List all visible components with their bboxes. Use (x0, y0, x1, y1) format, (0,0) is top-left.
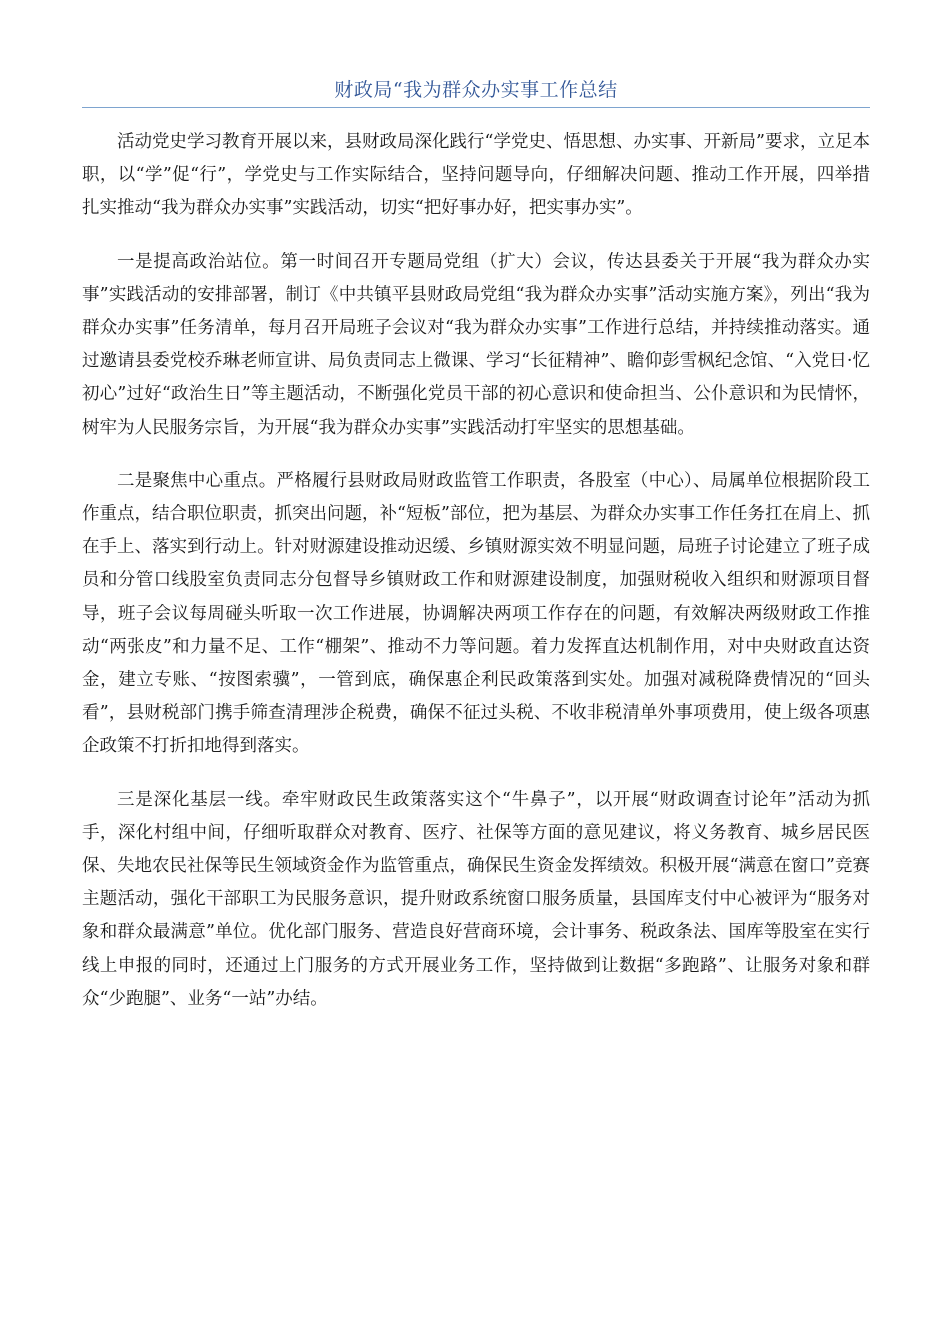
document-page (82, 76, 870, 1036)
page-title: 财政局“我为群众办实事工作总结 (334, 79, 618, 101)
paragraph-political-stance: 一是提高政治站位。第一时间召开专题局党组（扩大）会议，传达县委关于开展“我为群众办实事”实践活动的安排部署，制订《中共镇平县财政局党组“我为群众办实事”活动实施方案》，列出“我为群众办实事”任务清单，每月召开局班子会议对“我为群众办实事”工作进行总结，并持续推动落实。通过邀请县委党校乔琳老师宣讲、局负责同志上微课、学习“长征精神”、瞻仰彭雪枫纪念馆、“入党日·忆初心”过好“政治生日”等主题活动，不断强化党员干部的初心意识和使命担当、公仆意识和为民情怀，树牢为人民服务宗旨，为开展“我为群众办实事”实践活动打牢坚实的思想基础。 (82, 251, 870, 438)
paragraph-intro: 活动党史学习教育开展以来，县财政局深化践行“学党史、悟思想、办实事、开新局”要求，立足本职，以“学”促“行”，学党史与工作实际结合，坚持问题导向，仔细解决问题、推动工作开展，四举措扎实推动“我为群众办实事”实践活动，切实“把好事办好，把实事办实”。 (82, 132, 870, 219)
paragraph-central-focus: 二是聚焦中心重点。严格履行县财政局财政监管工作职责，各股室（中心）、局属单位根据阶段工作重点，结合职位职责，抓突出问题，补“短板”部位，把为基层、为群众办实事工作任务扛在肩上、抓在手上、落实到行动上。针对财源建设推动迟缓、乡镇财源实效不明显问题，局班子讨论建立了班子成员和分管口线股室负责同志分包督导乡镇财政工作和财源建设制度，加强财税收入组织和财源项目督导，班子会议每周碰头听取一次工作进展，协调解决两项工作存在的问题，有效解决两级财政工作推动“两张皮”和力量不足、工作“棚架”、推动不力等问题。着力发挥直达机制作用，对中央财政直达资金，建立专账、“按图索骥”，一管到底，确保惠企利民政策落到实处。加强对减税降费情况的“回头看”，县财税部门携手筛查清理涉企税费，确保不征过头税、不收非税清单外事项费用，使上级各项惠企政策不打折扣地得到落实。 (82, 470, 870, 757)
title-header (82, 76, 870, 108)
paragraph-grassroots: 三是深化基层一线。牵牢财政民生政策落实这个“牛鼻子”，以开展“财政调查讨论年”活动为抓手，深化村组中间，仔细听取群众对教育、医疗、社保等方面的意见建议，将义务教育、城乡居民医保、失地农民社保等民生领域资金作为监管重点，确保民生资金发挥绩效。积极开展“满意在窗口”竞赛主题活动，强化干部职工为民服务意识，提升财政系统窗口服务质量，县国库支付中心被评为“服务对象和群众最满意”单位。优化部门服务、营造良好营商环境，会计事务、税政条法、国库等股室在实行线上申报的同时，还通过上门服务的方式开展业务工作，坚持做到让数据“多跑路”、让服务对象和群众“少跑腿”、业务“一站”办结。 (82, 789, 870, 1009)
